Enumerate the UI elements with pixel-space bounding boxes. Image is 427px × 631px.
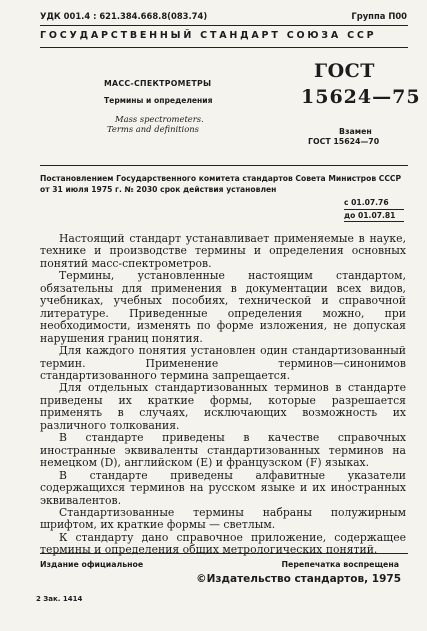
decree-line-1: Постановлением Государственного комитета стандартов Совета Министров СССР <box>40 174 402 183</box>
footer-rule <box>40 553 408 554</box>
title-ru-sub: Термины и определения <box>104 96 213 105</box>
replaces-label: Взамен <box>339 127 372 136</box>
reprint-prohibited-label: Перепечатка воспрещена <box>281 560 399 569</box>
paragraph: К стандарту дано справочное приложение, содержащее термины и определения общих метрологических понятий. <box>40 530 406 557</box>
gost-label: ГОСТ <box>314 60 375 82</box>
group-code: Группа П00 <box>351 11 407 21</box>
header-rule-bottom <box>40 47 408 48</box>
title-en-sub: Terms and definitions <box>107 124 199 134</box>
validity-from: с 01.07.76 <box>344 198 389 207</box>
validity-rule-bottom <box>344 221 404 222</box>
paragraph: Стандартизованные термины набраны полужирным шрифтом, их краткие формы — светлым. <box>40 505 406 532</box>
header-rule-top <box>40 25 408 26</box>
state-standard-banner: ГОСУДАРСТВЕННЫЙ СТАНДАРТ СОЮЗА ССР <box>40 30 377 41</box>
paragraph: Настоящий стандарт устанавливает применяемые в науке, технике и производстве термины и определения основных понятий масс-спектрометров. <box>40 232 406 270</box>
body-text <box>40 233 406 557</box>
order-number: 2 Зак. 1414 <box>36 595 83 603</box>
validity-to: до 01.07.81 <box>344 211 396 220</box>
official-edition-label: Издание официальное <box>40 560 144 569</box>
gost-number: 15624—75 <box>301 86 421 108</box>
section-rule <box>40 165 408 166</box>
replaces-standard: ГОСТ 15624—70 <box>308 137 380 146</box>
validity-rule <box>344 209 404 210</box>
publisher-copyright: ©Издательство стандартов, 1975 <box>196 573 401 585</box>
title-ru-main: МАСС-СПЕКТРОМЕТРЫ <box>104 79 212 88</box>
title-en-main: Mass spectrometers. <box>115 114 204 124</box>
paragraph: В стандарте приведены алфавитные указатели содержащихся терминов на русском языке и их иностранных эквивалентов. <box>40 468 406 507</box>
udc-code: УДК 001.4 : 621.384.668.8(083.74) <box>40 11 208 21</box>
paragraph: Термины, установленные настоящим стандартом, обязательны для применения в документации всех видов, учебниках, учебных пособиях, технической и справочной литературе. Приведенные определения можно, при необходимости, изменять по форме изложения, не допуская нарушения границ понятия. <box>40 269 406 345</box>
paragraph: Для каждого понятия установлен один стандартизованный термин. Применение терминов—синонимов стандартизованного термина запрещается. <box>40 344 406 382</box>
decree-line-2: от 31 июля 1975 г. № 2030 срок действия установлен <box>40 185 277 194</box>
paragraph: Для отдельных стандартизованных терминов в стандарте приведены их краткие формы, которые разрешается применять в случаях, исключающих возможность их различного толкования. <box>40 381 406 432</box>
paragraph: В стандарте приведены в качестве справочных иностранные эквиваленты стандартизованных терминов на немецком (D), английском (E) и французском (F) языках. <box>40 431 406 470</box>
